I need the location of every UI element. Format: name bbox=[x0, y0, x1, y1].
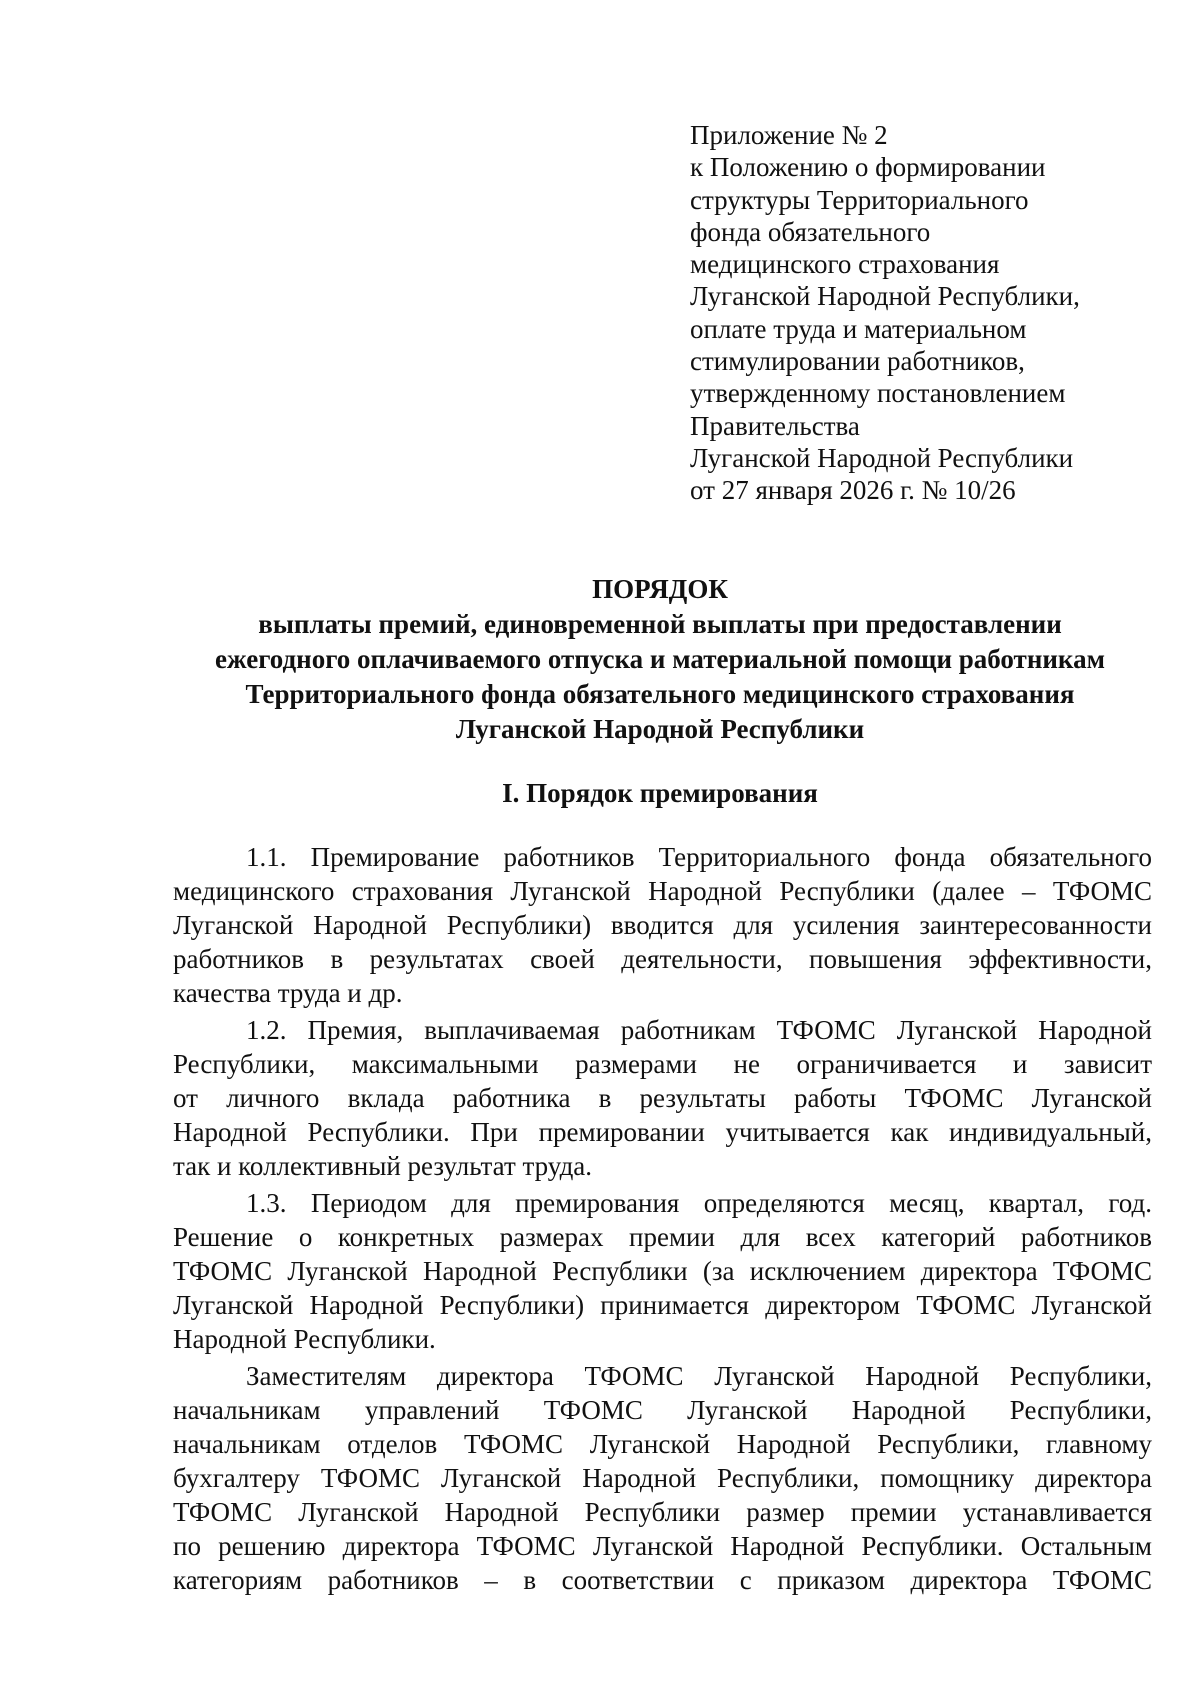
text-line: бухгалтеру ТФОМС Луганской Народной Республики, помощнику директора bbox=[173, 1463, 1152, 1493]
text-line: по решению директора ТФОМС Луганской Народной Республики. Остальным bbox=[173, 1531, 1152, 1561]
appendix-line: к Положению о формировании bbox=[690, 152, 1046, 183]
text-line: ТФОМС Луганской Народной Республики размер премии устанавливается bbox=[173, 1497, 1152, 1527]
text-line: Республики, максимальными размерами не ограничивается и зависит bbox=[173, 1049, 1152, 1079]
text-line: Луганской Народной Республики) вводится для усиления заинтересованности bbox=[173, 910, 1152, 940]
text-line: Народной Республики. При премировании учитывается как индивидуальный, bbox=[173, 1117, 1152, 1147]
section-title: I. Порядок премирования bbox=[502, 778, 818, 808]
appendix-line: фонда обязательного bbox=[690, 216, 931, 247]
paragraph-1-2 bbox=[173, 1013, 1152, 1183]
document-subtitle-line: ежегодного оплачиваемого отпуска и материальной помощи работникам bbox=[215, 644, 1105, 674]
text-line: Народной Республики. bbox=[173, 1324, 436, 1354]
document-heading bbox=[150, 572, 1170, 747]
text-line: так и коллективный результат труда. bbox=[173, 1151, 593, 1181]
appendix-line: Правительства bbox=[690, 410, 860, 441]
document-body bbox=[173, 840, 1152, 1600]
document-subtitle-line: Луганской Народной Республики bbox=[455, 714, 865, 744]
text-line: 1.2. Премия, выплачиваемая работникам ТФОМС Луганской Народной bbox=[246, 1015, 1152, 1045]
text-line: 1.3. Периодом для премирования определяются месяц, квартал, год. bbox=[246, 1188, 1152, 1218]
text-line: Заместителям директора ТФОМС Луганской Народной Республики, bbox=[246, 1361, 1152, 1391]
paragraph-deputies bbox=[173, 1359, 1152, 1597]
appendix-line: Приложение № 2 bbox=[690, 120, 888, 150]
appendix-block bbox=[690, 119, 1160, 507]
text-line: ТФОМС Луганской Народной Республики (за исключением директора ТФОМС bbox=[173, 1256, 1152, 1286]
paragraph-1-3 bbox=[173, 1186, 1152, 1356]
text-line: медицинского страхования Луганской Народной Республики (далее – ТФОМС bbox=[173, 876, 1152, 906]
document-subtitle-line: выплаты премий, единовременной выплаты при предоставлении bbox=[258, 609, 1062, 639]
text-line: начальникам отделов ТФОМС Луганской Народной Республики, главному bbox=[173, 1429, 1152, 1459]
appendix-line: структуры Территориального bbox=[690, 184, 1029, 215]
text-line: Луганской Народной Республики) принимается директором ТФОМС Луганской bbox=[173, 1290, 1152, 1320]
appendix-line: стимулировании работников, bbox=[690, 346, 1025, 377]
appendix-line: оплате труда и материальном bbox=[690, 313, 1027, 344]
document-title: ПОРЯДОК bbox=[592, 574, 728, 604]
appendix-line: от 27 января 2026 г. № 10/26 bbox=[690, 475, 1016, 506]
text-line: работников в результатах своей деятельности, повышения эффективности, bbox=[173, 944, 1152, 974]
text-line: качества труда и др. bbox=[173, 978, 403, 1008]
text-line: от личного вклада работника в результаты работы ТФОМС Луганской bbox=[173, 1083, 1152, 1113]
paragraph-1-1 bbox=[173, 840, 1152, 1010]
text-line: начальникам управлений ТФОМС Луганской Народной Республики, bbox=[173, 1395, 1152, 1425]
appendix-line: утвержденному постановлением bbox=[690, 378, 1066, 409]
text-line: Решение о конкретных размерах премии для всех категорий работников bbox=[173, 1222, 1152, 1252]
document-subtitle-line: Территориального фонда обязательного медицинского страхования bbox=[245, 679, 1075, 709]
appendix-line: Луганской Народной Республики bbox=[690, 442, 1074, 473]
text-line: категориям работников – в соответствии с приказом директора ТФОМС bbox=[173, 1565, 1152, 1595]
appendix-line: Луганской Народной Республики, bbox=[690, 281, 1080, 312]
appendix-line: медицинского страхования bbox=[690, 249, 1000, 280]
text-line: 1.1. Премирование работников Территориального фонда обязательного bbox=[246, 842, 1152, 872]
